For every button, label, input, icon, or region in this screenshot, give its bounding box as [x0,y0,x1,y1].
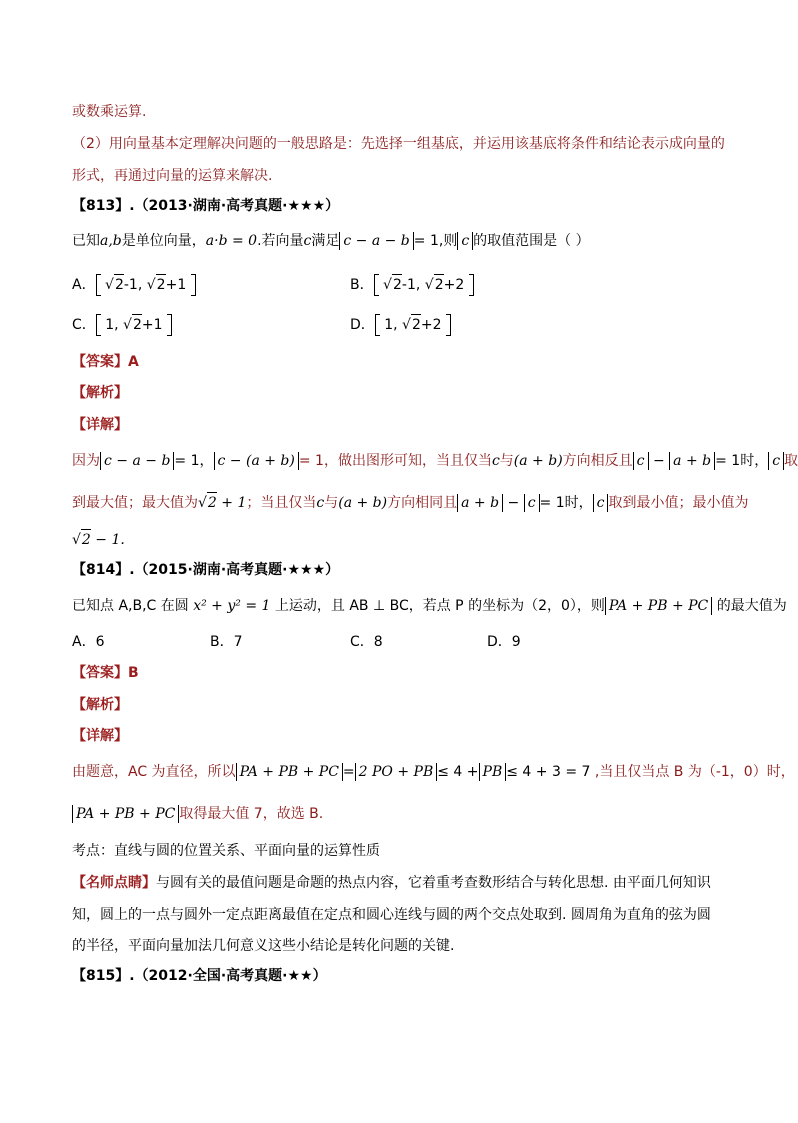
detail-math: a + b [669,452,715,470]
option-lo-tail: 1, [384,317,398,333]
q814-answer [72,663,139,683]
teacher-text: 与圆有关的最值问题是命题的热点内容，它着重考查数形结合与转化思想. 由平面几何知识 [156,875,711,891]
stem-cvar: c [303,233,312,249]
option-label: D． [487,634,512,650]
q814-teacher-line-3: 的半径，平面向量加法几何意义这些小结论是转化问题的关键. [72,938,455,954]
stem-eq: x² + y² = 1 [193,598,271,614]
detail-text: ,当且仅当点 B 为（-1，0）时， [590,764,795,780]
q814-option-b[interactable] [210,632,243,652]
detail-math: PB [479,763,507,781]
teacher-tag: 【名师点睛】 [72,875,156,891]
detail-text: − [648,453,670,469]
detail-math: a + b [457,494,503,512]
intro-line-2: （2）用向量基本定理解决问题的一般思路是：先选择一组基底，并运用该基底将条件和结论表示成向量的 [72,136,725,152]
intro-line-3: 形式，再通过向量的运算来解决. [72,168,273,184]
stem-dot: a·b = 0 [205,233,258,249]
q813-detail-line-3: √2 − 1. [72,529,125,550]
q813-option-a[interactable]: A． √2-1, √2+1 [72,274,196,296]
option-hi-tail: +2 [420,317,442,333]
q814-teacher-line-2: 知，圆上的一点与圆外一定点距离最值在定点和圆心连线与圆的两个交点处取到. 圆周角为直角的弦为圆 [72,907,711,923]
detail-text: = 1时， [539,495,593,511]
detail-text: 取 [784,453,798,469]
detail-text: − [503,495,524,511]
detail-math: 2 [81,529,91,550]
detail-math: (a + b) [513,453,563,469]
stem-vars: a,b [100,233,122,249]
detail-text: ≤ 4 + [437,764,479,780]
q814-analysis-tag: 【解析】 [72,697,128,713]
option-hi: 2 [132,314,142,335]
stem-text: 是单位向量， [121,233,206,249]
detail-math: c [593,494,609,512]
detail-text: 因为 [72,453,100,469]
answer-value: A [128,354,139,370]
stem-text: .若向量 [257,233,304,249]
answer-value: B [128,665,139,681]
detail-math: − 1. [90,532,125,548]
answer-tag: 【答案】 [72,665,128,681]
stem-abs: c [457,232,473,250]
option-label: A． [72,634,96,650]
detail-text: 取到最小值；最小值为 [608,495,749,511]
option-label: A． [72,277,96,293]
detail-text: = 1， [174,453,214,469]
option-value: 6 [95,634,105,650]
stem-text: 的取值范围是（ ） [473,233,590,249]
stem-text: 已知点 A,B,C 在圆 [72,598,189,614]
q814-detail-line-2 [72,804,323,824]
option-label: D． [350,317,375,333]
option-label: B． [350,277,374,293]
detail-text: ≤ 4 + 3 = 7 [506,764,591,780]
q814-teacher-line-1 [72,873,711,893]
detail-math: PA + PB + PC [236,763,343,781]
q813-answer [72,352,139,372]
detail-math: c [768,452,784,470]
q814-option-a[interactable] [72,632,105,652]
detail-text: = 1，做出图形可知，当且仅当 [298,453,492,469]
q813-option-d[interactable]: D． 1, √2+2 [350,314,451,336]
option-hi: 2 [434,274,444,295]
stem-text: 上运动，且 AB ⊥ BC，若点 P 的坐标为（2，0），则 [274,598,605,614]
q813-detail-tag: 【详解】 [72,417,128,433]
option-lo: 2 [114,274,124,295]
q813-detail-line-1 [72,451,798,471]
stem-abs: PA + PB + PC [605,597,712,615]
detail-text: 到最大值；最大值为 [72,495,198,511]
q813-stem [72,231,590,251]
q813-option-b[interactable]: B． √2-1, √2+2 [350,274,474,296]
q815-header: 【815】.（2012·全国·高考真题·★★） [72,968,327,984]
option-hi: 2 [411,314,421,335]
option-lo: 2 [392,274,402,295]
option-label: B． [210,634,234,650]
option-hi: 2 [156,274,166,295]
stem-eq: = 1,则 [413,233,458,249]
detail-text: 与 [499,453,514,469]
q814-kaodian: 考点：直线与圆的位置关系、平面向量的运算性质 [72,843,380,859]
detail-text: 与 [324,495,339,511]
answer-tag: 【答案】 [72,354,128,370]
q813-header: 【813】.（2013·湖南·高考真题·★★★） [72,198,340,214]
q813-analysis-tag: 【解析】 [72,385,128,401]
stem-text: 的最大值为 [712,598,787,614]
detail-text: 取得最大值 7，故选 B. [179,806,324,822]
stem-cond: c − a − b [339,232,413,250]
detail-text: 方向相反且 [562,453,633,469]
q814-detail-tag: 【详解】 [72,728,128,744]
detail-math: 2 PO + PB [355,763,438,781]
detail-text: = [342,764,355,780]
option-label: C． [72,317,96,333]
detail-math: PA + PB + PC [72,805,179,823]
q814-stem [72,596,787,616]
detail-text: 由题意，AC 为直径，所以 [72,764,236,780]
detail-math: c [316,495,325,511]
option-lo-tail: 1, [105,317,119,333]
intro-line-1: 或数乘运算. [72,104,147,120]
q814-detail-line-1 [72,762,795,782]
q814-header: 【814】.（2015·湖南·高考真题·★★★） [72,562,340,578]
detail-math: c − a − b [100,452,174,470]
detail-math: 2 [207,492,217,513]
detail-math: c [524,494,540,512]
stem-text: 已知 [72,233,100,249]
option-lo-tail: -1, [401,277,421,293]
option-hi-tail: +2 [443,277,465,293]
option-hi-tail: +1 [165,277,187,293]
option-value: 8 [373,634,383,650]
q813-detail-line-2: 到最大值；最大值为√2 + 1；当且仅当c与(a + b)方向相同且 a + b − c = 1时， c 取到最小值；最小值为 [72,492,748,513]
option-label: C． [350,634,374,650]
option-value: 7 [233,634,243,650]
q813-option-c[interactable]: C． 1, √2+1 [72,314,172,336]
q814-option-d[interactable] [487,632,521,652]
q814-option-c[interactable] [350,632,383,652]
detail-text: = 1时， [715,453,769,469]
detail-math: + 1 [216,495,247,511]
detail-math: c [491,453,500,469]
detail-text: 方向相同且 [387,495,458,511]
option-hi-tail: +1 [141,317,163,333]
stem-text: 满足 [311,233,340,249]
option-lo-tail: -1, [123,277,143,293]
detail-math: c − (a + b) [214,452,299,470]
detail-math: c [633,452,649,470]
detail-text: ；当且仅当 [246,495,317,511]
detail-math: (a + b) [338,495,388,511]
option-value: 9 [511,634,521,650]
